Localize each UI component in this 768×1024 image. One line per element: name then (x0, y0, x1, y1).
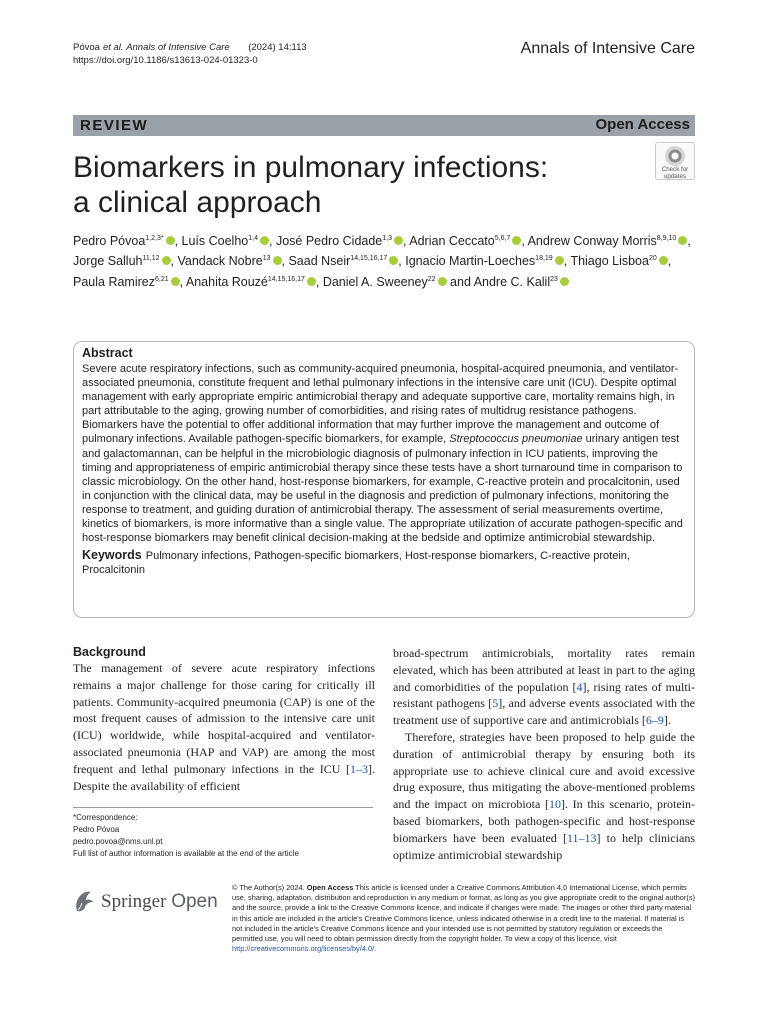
author-separator: and (446, 274, 474, 289)
author-entry (323, 275, 474, 289)
springer-open-logo[interactable] (73, 887, 223, 917)
correspondence-email[interactable]: pedro.povoa@nms.unl.pt (73, 837, 163, 846)
author-affiliation: 5,6,7 (494, 235, 511, 242)
keywords (82, 548, 686, 577)
author-name[interactable]: Luís Coelho (181, 234, 249, 248)
title-line-1: Biomarkers in pulmonary infections: (73, 151, 549, 184)
author-affiliation: 1,2,3* (145, 235, 164, 242)
license-text: © The Author(s) 2024. Open Access This article is licensed under a Creative Commons Attribution 4.0 International License, which permits use, sharing, adaptation, distribution and reproduction in any medium or format, as long as you give appropriate credit to the original author(s) and the source, provide a link to the Creative Commons licence, and indicate if changes were made. The images or other third party material in this article are included in the article's Creative Commons licence, unless indicated otherwise in a credit line to the material. If material is not included in the article's Creative Commons licence and your intended use is not permitted by statutory regulation or exceeds the permitted use, you will need to obtain permission directly from the copyright holder. To view a copy of this licence, visit http://creativecommons.org/licenses/by/4.0/. (232, 883, 695, 954)
author-entry (288, 254, 405, 268)
orcid-icon[interactable] (394, 236, 403, 245)
author-entry (73, 234, 182, 248)
author-affiliation: 8,9,10 (656, 235, 677, 242)
author-entry (177, 254, 288, 268)
author-affiliation: 6,21 (154, 275, 169, 283)
reference-link[interactable]: 11–13 (566, 830, 597, 845)
author-separator: , (521, 234, 528, 248)
author-entry (474, 275, 569, 289)
article-type: REVIEW (80, 117, 149, 134)
body-paragraph: The management of severe acute respiratory infections remains a major challenge for those caring for critically ill patients. Community-acquired pneumonia (CAP) is one of the most frequent causes of admission to the intensive care unit (ICU) worldwide, while hospital-acquired and ventilator-associated pneumonia (HAP and VAP) are among the most frequent and lethal pulmonary infections in the ICU [1–3]. Despite the availability of efficient (73, 661, 375, 793)
author-entry (528, 234, 691, 248)
author-separator: , (281, 254, 289, 269)
author-separator: , (174, 234, 182, 248)
orcid-icon[interactable] (273, 256, 282, 265)
check-for-updates-button[interactable] (655, 142, 695, 180)
running-header (73, 42, 310, 67)
author-affiliation: 14,15,16,17 (350, 255, 388, 263)
author-separator: , (563, 254, 571, 269)
orcid-icon[interactable] (438, 277, 447, 286)
author-name[interactable]: José Pedro Cidade (275, 234, 383, 248)
author-separator: , (268, 234, 276, 248)
reference-link[interactable]: 10 (549, 797, 561, 812)
citation-journal: Annals of Intensive Care (126, 42, 230, 53)
title-line-2: a clinical approach (73, 186, 322, 219)
body-column-left (73, 645, 375, 794)
author-name[interactable]: Andre C. Kalil (473, 274, 551, 289)
body-column-right (393, 645, 695, 863)
check-updates-line-1: Check for (661, 166, 689, 173)
correspondence-label: *Correspondence: (73, 813, 138, 822)
orcid-icon[interactable] (512, 236, 521, 245)
springer-horse-icon (73, 889, 95, 915)
author-separator: , (170, 254, 178, 269)
author-name[interactable]: Daniel A. Sweeney (322, 274, 428, 289)
article-type-banner (73, 115, 695, 136)
author-affiliation: 1,4 (248, 235, 258, 242)
author-info-note: Full list of author information is available at the end of the article (73, 849, 299, 858)
author-affiliation: 14,15,16,17 (267, 275, 305, 283)
doi-link[interactable]: https://doi.org/10.1186/s13613-024-01323-0 (73, 54, 258, 66)
check-updates-line-2: updates (663, 172, 687, 180)
reference-link[interactable]: 4 (576, 679, 583, 694)
orcid-icon[interactable] (659, 256, 668, 265)
check-updates-icon (665, 146, 685, 166)
author-entry (570, 254, 671, 268)
publisher-suffix: Open (171, 891, 218, 912)
author-name[interactable]: Vandack Nobre (177, 254, 263, 269)
license-link[interactable]: http://creativecommons.org/licenses/by/4.0/ (232, 944, 375, 954)
author-name[interactable]: Ignacio Martin-Loeches (405, 254, 536, 269)
correspondence-name: Pedro Póvoa (73, 825, 120, 834)
keywords-label: Keywords (82, 548, 142, 563)
abstract-heading: Abstract (82, 346, 133, 360)
author-separator: , (667, 254, 672, 269)
journal-name: Annals of Intensive Care (520, 40, 695, 57)
author-entry (409, 234, 527, 248)
citation-authors: Póvoa (73, 42, 100, 53)
reference-link[interactable]: 1–3 (350, 761, 368, 776)
author-list (73, 230, 695, 291)
reference-link[interactable]: 6–9 (645, 713, 664, 728)
author-name[interactable]: Thiago Lisboa (570, 254, 649, 269)
author-affiliation: 13 (262, 255, 271, 263)
author-separator: , (403, 234, 410, 248)
abstract-box (73, 341, 695, 618)
orcid-icon[interactable] (389, 256, 398, 265)
author-entry (276, 234, 409, 248)
orcid-icon[interactable] (162, 256, 171, 265)
section-title-background: Background (73, 645, 146, 659)
author-separator: , (398, 254, 406, 269)
orcid-icon[interactable] (678, 236, 687, 245)
citation-line (73, 42, 310, 55)
author-name[interactable]: Andrew Conway Morris (527, 234, 657, 248)
article-title (73, 150, 633, 220)
orcid-icon[interactable] (307, 277, 316, 286)
author-name[interactable]: Anahita Rouzé (185, 274, 268, 289)
author-entry (73, 254, 177, 268)
citation-year: (2024) 14:113 (248, 42, 307, 53)
reference-link[interactable]: 5 (492, 696, 499, 711)
author-separator: , (179, 274, 186, 289)
author-name[interactable]: Pedro Póvoa (73, 234, 146, 248)
author-affiliation: 20 (648, 255, 657, 263)
body-paragraph: broad-spectrum antimicrobials, mortality rates remain elevated, which has been attributed at least in part to the aging and comorbidities of the population [4], rising rates of multi-resistant pathogens [5], and adverse events associated with the treatment use of supportive care and antimicrobials [6–9]. (393, 646, 695, 728)
body-paragraph: Therefore, strategies have been proposed to help guide the duration of antimicrobial therapy by ensuring both its appropriate use to achieve clinical cure and avoid excessive drug exposure, thus mitigating the above-mentioned problems and the impact on microbiota [10]. In this scenario, protein-based biomarkers, both pathogen-specific and host-response biomarkers have been evaluated [11–13] to help clinicians optimize antimicrobial stewardship (393, 729, 695, 862)
author-name[interactable]: Adrian Ceccato (409, 234, 495, 248)
author-name[interactable]: Saad Nseir (288, 254, 351, 269)
keywords-text: Pulmonary infections, Pathogen-specific biomarkers, Host-response biomarkers, C-reactive protein, Procalcitonin (82, 550, 630, 577)
orcid-icon[interactable] (260, 236, 269, 245)
author-affiliation: 11,12 (142, 255, 160, 263)
orcid-icon[interactable] (560, 277, 569, 286)
abstract-italic-term: Streptococcus pneumoniae (449, 433, 583, 446)
author-name[interactable]: Jorge Salluh (73, 254, 143, 269)
open-access-label: Open Access (595, 116, 690, 133)
author-affiliation: 22 (427, 275, 436, 283)
author-separator: , (315, 274, 323, 289)
author-entry (182, 234, 276, 248)
abstract-text: Severe acute respiratory infections, such as community-acquired pneumonia, hospital-acquired pneumonia, and ventilator-associated pneumonia, constitute frequent and lethal pulmonary infections in the intensive care unit (ICU). Despite optimal management with early appropriate empiric antimicrobial therapy and adequate supportive care, mortality remains high, in part attributable to the aging, growing number of comorbidities, and rising rates of multidrug resistance pathogens. Biomarkers have the potential to offer additional information that may further improve the management and outcome of pulmonary infections. Available pathogen-specific biomarkers, for example, Streptococcus pneumoniae urinary antigen test and galactomannan, can be helpful in the microbiologic diagnosis of pulmonary infection in ICU patients, improving the timing and appropriateness of empiric antimicrobial therapy since these tests have a short turnaround time in comparison to classic microbiology. On the other hand, host-response biomarkers, for example, C-reactive protein and procalcitonin, used in conjunction with the clinical data, may be useful in the diagnosis and prediction of pulmonary infections, monitoring the response to treatment, and guiding duration of antimicrobial therapy. The assessment of serial measurements overtime, kinetics of biomarkers, is more informative than a single value. The appropriate utilization of accurate pathogen-specific and host-response biomarkers may benefit clinical decision-making at the bedside and optimize antimicrobial stewardship. (82, 363, 683, 545)
author-entry (73, 275, 186, 289)
author-separator: , (687, 234, 691, 248)
correspondence-footnote (73, 807, 373, 860)
author-entry (405, 254, 570, 268)
orcid-icon[interactable] (555, 256, 564, 265)
author-name[interactable]: Paula Ramirez (73, 274, 155, 289)
author-affiliation: 1,3 (382, 235, 392, 242)
author-entry (186, 275, 323, 289)
license-open-access: Open Access (306, 883, 354, 892)
orcid-icon[interactable] (171, 277, 180, 286)
publisher-name: Springer (101, 891, 167, 912)
orcid-icon[interactable] (166, 236, 175, 245)
author-affiliation: 23 (550, 275, 558, 283)
author-affiliation: 18,19 (535, 255, 553, 263)
citation-etal: et al. (102, 42, 124, 53)
